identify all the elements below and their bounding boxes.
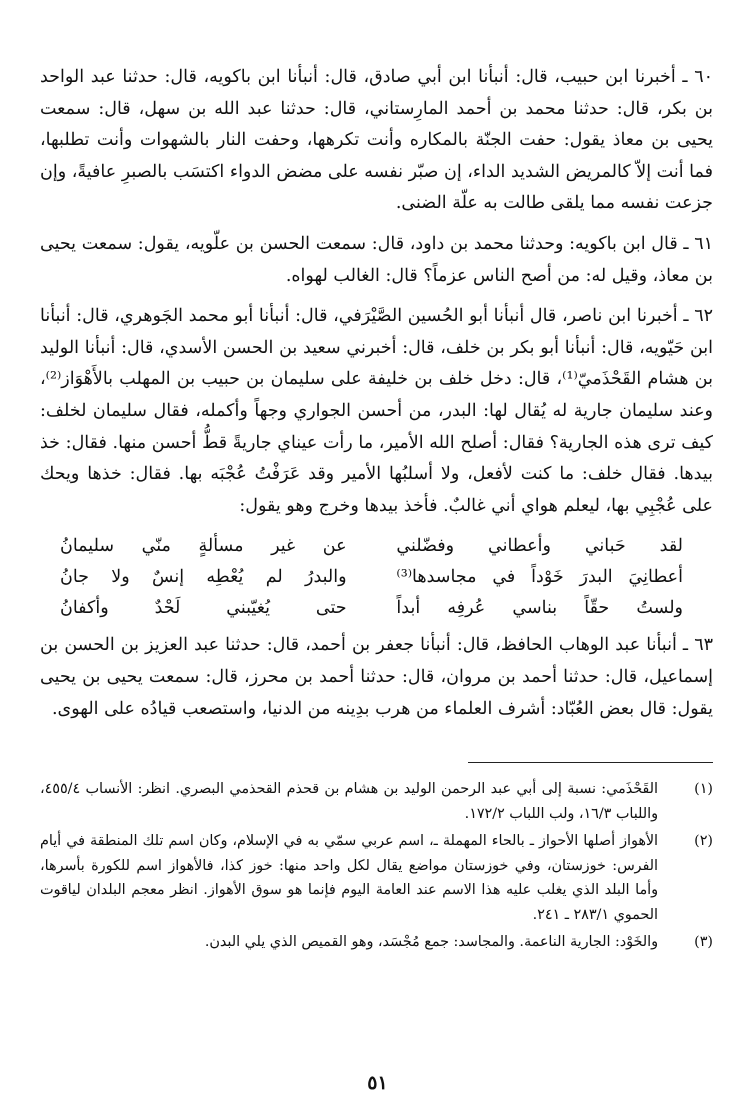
footnote-text: القَحْذَمي: نسبة إلى أبي عبد الرحمن الوليد بن هشام بن قحذم القحذمي البصري. انظر: الأنساب ٤٥٥/٤، واللباب ١٦/٣، ولب اللباب ١٧٢/٢. [40,781,658,822]
footnotes [40,777,713,955]
verse-second-hemistich: عن غير مسألةٍ منّي سليمانُ [60,536,347,557]
footnote [40,930,713,955]
verse-line [60,531,683,562]
verse-first-hemistich: ولستُ حقّاً بناسي عُرفِه أبداً [396,598,683,619]
footnote-number: (٢) [694,833,713,850]
footnote [40,829,713,927]
footnote-text: والخَوْد: الجارية الناعمة. والمجاسد: جمع مُجْسَد، وهو القميص الذي يلي البدن. [204,934,658,951]
footnote-number: (١) [694,781,713,798]
footnote [40,777,713,826]
footnote-number: (٣) [694,934,713,951]
paragraph-63: ٦٣ ـ أنبأنا عبد الوهاب الحافظ، قال: أنبأنا جعفر بن أحمد، قال: حدثنا عبد العزيز بن الحسن بن إسماعيل، قال: حدثنا أحمد بن مروان، قال: حدثنا أحمد بن محرز، قال: سمعت يحيى بن يحيى يقول: قال بعض العُبّاد: أشرف العلماء من هرب بدِينه من الدنيا، واستصعب قيادُه على الهوى. [40,635,713,719]
paragraph-60: ٦٠ ـ أخبرنا ابن حبيب، قال: أنبأنا ابن أبي صادق، قال: أنبأنا ابن باكويه، قال: حدثنا عبد الواحد بن بكر، قال: حدثنا محمد بن أحمد المارِستاني، قال: حدثنا عبد الله بن سهل، قال: سمعت يحيى بن معاذ يقول: حفت الجنّة بالمكاره وأنت تكرهها، وحفت النار بالشهوات وأنت تطلبها، فما أنت إلاّ كالمريض الشديد الداء، إن صبّر نفسه على مضض الدواء اكتسَب بالصبرِ عافيةً، وإن جزعت نفسه مما يلقى طالت به علّة الضنى. [40,67,713,214]
verse-line [60,593,683,624]
paragraph-62: ٦٢ ـ أخبرنا ابن ناصر، قال أنبأنا أبو الحُسين الصَّيْرَفي، قال: أنبأنا أبو محمد الجَوهري، قال: أنبأنا ابن حَيّويه، قال: أنبأنا أبو بكر بن خلف، قال: أخبرني سعيد بن الحسن الأسدي، قال: أنبأنا الوليد بن هشام القَحْذَميّ⁽¹⁾، قال: دخل خلف بن خليفة على سليمان بن حبيب بن المهلب بالأَهْوَاز⁽²⁾، وعند سليمان جارية له يُقال لها: البدر، من أحسن الجواري وجهاً وأكمله، فقال سليمان لخلف: كيف ترى هذه الجارية؟ فقال: أصلح الله الأمير، ما رأت عيناي جاريةً قطُّ أحسن منها. فقال: خذ بيدها. فقال خلف: ما كنت لأفعل، ولا أسلبُها الأمير وقد عَرَفْتُ عُجْبَه بها. فقال: خذها ويحك على عُجْبِي بها، ليعلم هواي أني غالبٌ. فأخذ بيدها وخرج وهو يقول: [40,306,713,516]
footnote-text: الأهواز أصلها الأحواز ـ بالحاء المهملة ـ، اسم عربي سمّي به في الإسلام، وكان اسم تلك المنطقة في أيام الفرس: خوزستان، وفي خوزستان مواضع يقال لكل واحد منها: خوز كذا، فالأهواز اسم للكورة بأسرها، وأما البلد الذي يغلب عليه هذا الاسم عند العامة اليوم فإنما هو سوق الأهواز. انظر معجم البلدان لياقوت الحموي ٢٨٣/١ ـ ٢٤١. [40,833,658,923]
verse-first-hemistich: لقد حَباني وأعطاني وفضّلني [396,536,683,557]
footnote-divider [468,762,713,763]
main-text [40,62,713,725]
page-number: ٥١ [367,1072,388,1094]
verse-first-hemistich: أعطانِيَ البدرَ خَوْداً في مجاسدها⁽³⁾ [396,567,683,588]
paragraph-61: ٦١ ـ قال ابن باكويه: وحدثنا محمد بن داود، قال: سمعت الحسن بن علّويه، يقول: سمعت يحيى بن معاذ، وقيل له: من أصح الناس عزماً؟ قال: الغالب لهواه. [40,233,713,286]
verse-line [60,562,683,593]
poem [40,531,713,624]
verse-second-hemistich: والبدرُ لم يُعْطِه إنسٌ ولا جانُ [60,567,347,588]
verse-second-hemistich: حتى يُغيّبني لَحْدٌ وأكفانُ [60,598,347,619]
